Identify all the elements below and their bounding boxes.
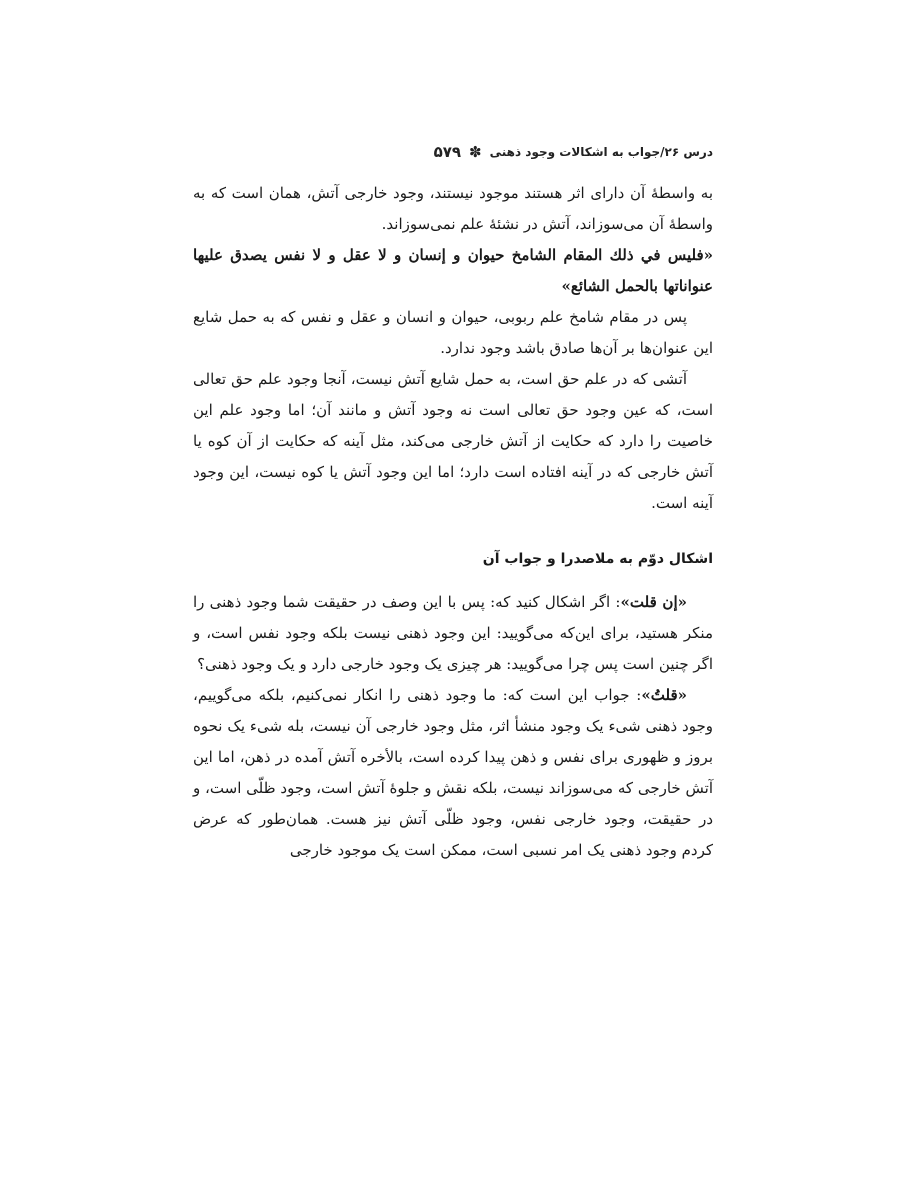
- paragraph: به واسطهٔ آن دارای اثر هستند موجود نیستند، وجود خارجی آتش، همان است که به واسطهٔ آن می‌سوزاند، آتش در نشئهٔ علم نمی‌سوزاند.: [193, 184, 713, 233]
- paragraph: آتشی که در علم حق است، به حمل شایع آتش نیست، آنجا وجود علم حق تعالی است، که عین وجود حق تعالی است نه وجود آتش و مانند آن؛ اما وجود علم این خاصیت را دارد که حکایت از آتش خارجی می‌کند، مثل آینه که حکایت از آن کوه یا آتش خارجی که در آینه افتاده است دارد؛ اما این وجود آتش یا کوه نیست، این وجود آینه است.: [193, 370, 713, 512]
- page-number: ۵۷۹: [433, 143, 462, 161]
- paragraph-text: : اگر اشکال کنید که: پس با این وصف در حقیقت شما وجود ذهنی را منکر هستید، برای این‌که می‌گویید: این وجود ذهنی نیست بلکه وجود نفس است، و اگر چنین است پس چرا می‌گویید: هر چیزی یک وجود خارجی دارد و یک وجود ذهنی؟: [193, 593, 713, 673]
- running-head: [193, 140, 713, 164]
- lesson-title: درس ۲۶/جواب به اشکالات وجود ذهنی: [489, 145, 713, 159]
- arabic-quote: «فليس في ذلك المقام الشامخ حيوان و إنسان و لا عقل و لا نفس يصدق عليها عنواناتها بالحمل الشائع»: [193, 246, 713, 295]
- lead-phrase: «إن قلت»: [620, 593, 687, 611]
- body-text: [193, 178, 713, 866]
- lead-phrase: «قلتُ»: [641, 686, 687, 704]
- paragraph: [193, 587, 713, 680]
- paragraph: پس در مقام شامخ علم ربوبی، حیوان و انسان و عقل و نفس که به حمل شایع این عنوان‌ها بر آن‌ها صادق باشد وجود ندارد.: [193, 308, 713, 357]
- section-heading: اشکال دوّم به ملاصدرا و جواب آن: [482, 551, 713, 567]
- paragraph-text: : جواب این است که: ما وجود ذهنی را انکار نمی‌کنیم، بلکه می‌گوییم، وجود ذهنی شیء یک وجود منشأ اثر، مثل وجود خارجی آن نیست، بله شیء یک نحوه بروز و ظهوری برای نفس و ذهن پیدا کرده است، بالأخره آتش آمده در ذهن، اما این آتش خارجی که می‌سوزاند نیست، بلکه نقش و جلوهٔ آتش است، وجود ظلّی است، و در حقیقت، وجود خارجی نفس، وجود ظلّی آتش نیز هست. همان‌طور که عرض کردم وجود ذهنی یک امر نسبی است، ممکن است یک موجود خارجی: [193, 686, 713, 859]
- flower-ornament-icon: ✽: [469, 142, 482, 161]
- paragraph: [193, 680, 713, 866]
